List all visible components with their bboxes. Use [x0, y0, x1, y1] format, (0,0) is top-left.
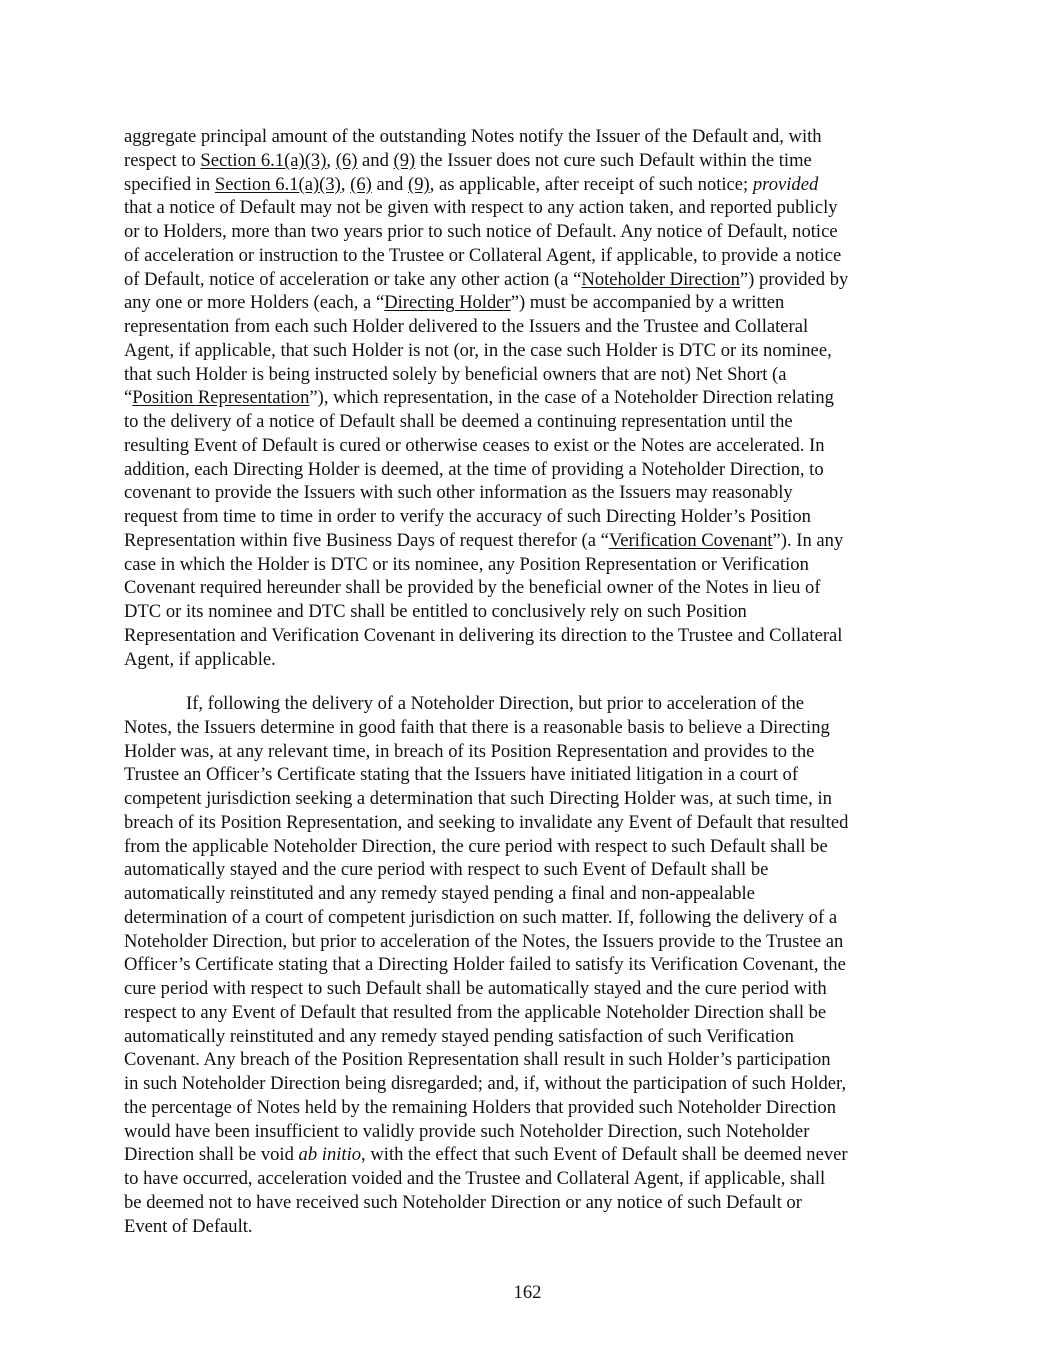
text-line — [124, 977, 940, 1001]
text-run: Trustee an Officer’s Certificate stating that the Issuers have initiated litigation in a court of — [124, 764, 799, 786]
text-line — [124, 291, 940, 315]
text-line — [124, 386, 940, 410]
text-run: breach of its Position Representation, and seeking to invalidate any Event of Default that resulted — [124, 811, 849, 833]
text-line — [124, 811, 940, 835]
text-line — [124, 1025, 940, 1049]
text-run: aggregate principal amount of the outstanding Notes notify the Issuer of the Default and, with — [124, 126, 822, 147]
text-run: request from time to time in order to verify the accuracy of such Directing Holder’s Position — [124, 506, 811, 527]
defined-term-reference: Noteholder Direction — [581, 268, 740, 290]
text-run: , as applicable, after receipt of such notice; — [429, 173, 753, 195]
text-line — [124, 1143, 940, 1167]
text-run: Direction shall be void — [124, 1144, 299, 1166]
text-line — [124, 953, 940, 977]
text-line — [124, 363, 940, 387]
text-run: respect to any Event of Default that resulted from the applicable Noteholder Direction shall be — [124, 1001, 827, 1023]
text-line — [124, 835, 940, 859]
text-line — [124, 1191, 940, 1215]
text-line — [124, 624, 940, 648]
defined-term-reference: (6) — [335, 149, 358, 171]
text-line — [124, 716, 940, 740]
text-line — [124, 220, 940, 244]
text-run: to have occurred, acceleration voided and the Trustee and Collateral Agent, if applicable, shall — [124, 1168, 826, 1189]
text-run: be deemed not to have received such Noteholder Direction or any notice of such Default or — [124, 1191, 802, 1213]
text-line — [124, 787, 940, 811]
text-run: Agent, if applicable, that such Holder is not (or, in the case such Holder is DTC or its nominee, — [124, 339, 832, 361]
text-line — [124, 1072, 940, 1096]
text-line — [124, 125, 940, 149]
text-run: DTC or its nominee and DTC shall be entitled to conclusively rely on such Position — [124, 601, 747, 622]
italic-term: ab initio — [298, 1144, 362, 1166]
italic-term: provided — [752, 173, 819, 195]
text-line — [124, 505, 940, 529]
text-line — [124, 244, 940, 268]
text-run: resulting Event of Default is cured or otherwise ceases to exist or the Notes are accelerated. In — [124, 434, 825, 456]
defined-term-reference: Verification Covenant — [608, 529, 773, 551]
text-run: representation from each such Holder delivered to the Issuers and the Trustee and Collateral — [124, 316, 809, 337]
text-run: case in which the Holder is DTC or its nominee, any Position Representation or Verification — [124, 553, 809, 575]
text-run: of acceleration or instruction to the Trustee or Collateral Agent, if applicable, to provide a notice — [124, 244, 842, 266]
text-run: Notes, the Issuers determine in good faith that there is a reasonable basis to believe a Directing — [124, 716, 830, 738]
text-line — [124, 1215, 940, 1239]
text-line — [124, 882, 940, 906]
text-run: , with the effect that such Event of Default shall be deemed never — [361, 1144, 848, 1166]
text-run: respect to — [124, 149, 201, 171]
text-run: specified in — [124, 173, 215, 195]
text-line — [124, 434, 940, 458]
text-line — [124, 930, 940, 954]
text-run: in such Noteholder Direction being disregarded; and, if, without the participation of such Holder, — [124, 1073, 847, 1094]
text-run: that such Holder is being instructed solely by beneficial owners that are not) Net Short (a — [124, 363, 787, 385]
text-run: the Issuer does not cure such Default within the time — [415, 149, 812, 171]
defined-term-reference: Section 6.1(a)(3) — [200, 149, 327, 171]
text-run: Representation and Verification Covenant in delivering its direction to the Trustee and Collateral — [124, 624, 843, 646]
text-run: Representation within five Business Days of request therefor (a “ — [124, 529, 609, 551]
defined-term-reference: (9) — [408, 173, 430, 195]
text-line — [124, 906, 940, 930]
text-line — [124, 1167, 940, 1191]
text-run: and — [371, 173, 408, 195]
text-line — [124, 858, 940, 882]
text-run: of Default, notice of acceleration or take any other action (a “ — [124, 268, 582, 290]
text-line — [124, 268, 940, 292]
text-line — [124, 763, 940, 787]
text-run: ”) provided by — [739, 268, 849, 290]
text-run: would have been insufficient to validly provide such Noteholder Direction, such Noteholder — [124, 1120, 810, 1142]
text-run: automatically reinstituted and any remedy stayed pending a final and non-appealable — [124, 883, 755, 904]
text-line — [124, 481, 940, 505]
text-run: that a notice of Default may not be given with respect to any action taken, and reported publicly — [124, 197, 838, 219]
text-run: cure period with respect to such Default shall be automatically stayed and the cure period with — [124, 978, 827, 999]
text-line — [124, 1120, 940, 1144]
text-line — [124, 315, 940, 339]
text-run: automatically reinstituted and any remedy stayed pending satisfaction of such Verification — [124, 1025, 794, 1047]
text-run: , — [340, 173, 351, 195]
defined-term-reference: (9) — [393, 149, 416, 171]
text-run: , — [326, 149, 336, 171]
text-line — [124, 1096, 940, 1120]
text-line — [124, 576, 940, 600]
page-number: 162 — [513, 1282, 542, 1303]
defined-term-reference: Directing Holder — [384, 292, 511, 314]
text-run: ”), which representation, in the case of a Noteholder Direction relating — [309, 387, 834, 409]
defined-term-reference: (6) — [350, 173, 372, 195]
defined-term-reference: Section 6.1(a)(3) — [214, 173, 341, 195]
paragraph-2 — [124, 692, 940, 1238]
text-run: Holder was, at any relevant time, in breach of its Position Representation and provides to the — [124, 740, 815, 762]
text-line — [124, 648, 940, 672]
text-run: determination of a court of competent jurisdiction on such matter. If, following the delivery of a — [124, 906, 838, 928]
text-run: Covenant required hereunder shall be provided by the beneficial owner of the Notes in lieu of — [124, 577, 821, 599]
text-run: covenant to provide the Issuers with such other information as the Issuers may reasonably — [124, 482, 793, 504]
text-run: and — [357, 149, 394, 171]
text-run: competent jurisdiction seeking a determination that such Directing Holder was, at such time, in — [124, 788, 832, 809]
text-line — [124, 339, 940, 363]
text-line — [124, 529, 940, 553]
text-run: Noteholder Direction, but prior to acceleration of the Notes, the Issuers provide to the Trustee an — [124, 930, 844, 952]
text-run: addition, each Directing Holder is deemed, at the time of providing a Noteholder Direction, to — [124, 458, 824, 480]
text-line — [124, 740, 940, 764]
text-line — [124, 1048, 940, 1072]
text-line — [124, 196, 940, 220]
text-run: Covenant. Any breach of the Position Representation shall result in such Holder’s participation — [124, 1049, 831, 1071]
text-line — [124, 1001, 940, 1025]
paragraph-1 — [124, 125, 940, 671]
text-run: or to Holders, more than two years prior to such notice of Default. Any notice of Default, notice — [124, 221, 838, 242]
text-run: any one or more Holders (each, a “ — [124, 292, 385, 314]
text-run: Agent, if applicable. — [124, 648, 276, 670]
text-run: Event of Default. — [124, 1215, 253, 1237]
text-run: Officer’s Certificate stating that a Directing Holder failed to satisfy its Verification Covenant, the — [124, 954, 846, 976]
text-run: from the applicable Noteholder Direction, the cure period with respect to such Default shall be — [124, 835, 828, 857]
text-line — [124, 692, 940, 716]
text-run: the percentage of Notes held by the remaining Holders that provided such Noteholder Direction — [124, 1096, 837, 1118]
text-line — [124, 553, 940, 577]
text-run: If, following the delivery of a Noteholder Direction, but prior to acceleration of the — [186, 693, 805, 714]
text-run: to the delivery of a notice of Default shall be deemed a continuing representation until the — [124, 411, 793, 432]
text-run: ”). In any — [772, 529, 844, 551]
text-run: automatically stayed and the cure period with respect to such Event of Default shall be — [124, 859, 769, 881]
text-run: ”) must be accompanied by a written — [510, 292, 785, 314]
text-line — [124, 410, 940, 434]
text-line — [124, 149, 940, 173]
text-run: “ — [124, 387, 133, 409]
defined-term-reference: Position Representation — [132, 387, 310, 409]
text-line — [124, 173, 940, 197]
text-line — [124, 600, 940, 624]
text-line — [124, 458, 940, 482]
